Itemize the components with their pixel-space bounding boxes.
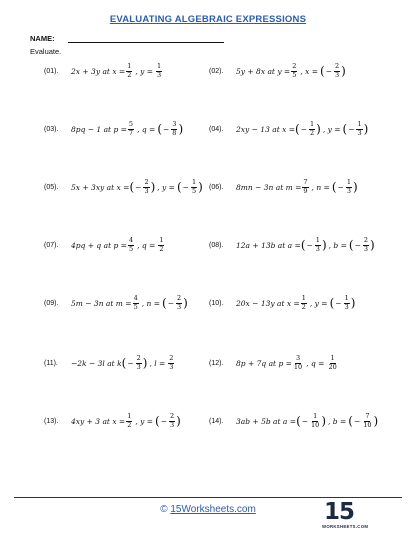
problem-item (209, 292, 355, 314)
denominator: 10 (311, 420, 320, 429)
minus-sign: − (301, 416, 309, 426)
numerator: 1 (127, 62, 132, 70)
minus-sign: − (354, 240, 361, 250)
fraction-value (295, 121, 321, 137)
fraction-value (127, 121, 135, 137)
problem-expression: 3ab + 5b at a = (236, 416, 297, 426)
variable-separator: , l = (149, 358, 166, 368)
fraction-value (132, 295, 140, 311)
problem-number: (08). (209, 241, 224, 249)
problem-item (209, 234, 375, 256)
numerator: 2 (335, 62, 340, 70)
close-paren: ) (150, 180, 156, 194)
problem-item (209, 176, 358, 198)
open-paren: ( (129, 180, 135, 194)
open-paren: ( (329, 296, 335, 310)
fraction (176, 295, 182, 311)
fraction (327, 355, 337, 371)
numerator: 2 (363, 236, 368, 244)
fraction (156, 63, 162, 79)
problem-expression: 20x − 13y at x = (236, 298, 300, 308)
footer-divider (14, 497, 402, 498)
problem-expression: 8mn − 3n at m = (236, 182, 302, 192)
fraction-value (155, 63, 163, 79)
fraction-value (129, 179, 155, 195)
minus-sign: − (163, 124, 170, 134)
numerator: 3 (172, 120, 177, 128)
open-paren: ( (121, 356, 127, 370)
variable-separator: , b = (328, 416, 347, 426)
fraction-value (348, 413, 378, 429)
site-link[interactable]: 15Worksheets.com (170, 504, 256, 515)
numerator: 1 (330, 354, 335, 362)
problem-expression: 12a + 13b at a = (236, 240, 301, 250)
numerator: 3 (295, 354, 301, 362)
denominator: 3 (136, 362, 141, 371)
problem-item (44, 118, 183, 140)
fraction-value (167, 355, 175, 371)
problem-expression: 5y + 8x at y = (236, 66, 291, 76)
problem-number: (14). (209, 417, 224, 425)
fraction-value (326, 355, 338, 371)
numerator: 2 (176, 294, 182, 302)
logo-number: 15 (323, 499, 354, 525)
minus-sign: − (306, 240, 313, 250)
numerator: 1 (357, 120, 362, 128)
problem-item (44, 60, 163, 82)
fraction-value (125, 413, 133, 429)
problem-number: (09). (44, 299, 59, 307)
minus-sign: − (325, 66, 333, 76)
close-paren: ) (176, 414, 181, 428)
fraction (126, 63, 132, 79)
numerator: 1 (159, 236, 164, 244)
fraction-value (162, 295, 188, 311)
open-paren: ( (296, 414, 301, 428)
numerator: 1 (127, 412, 132, 420)
denominator: 5 (133, 302, 138, 311)
close-paren: ) (142, 356, 148, 370)
denominator: 3 (157, 70, 162, 79)
denominator: 2 (159, 244, 164, 253)
fraction (334, 63, 340, 79)
open-paren: ( (348, 414, 353, 428)
fraction (126, 413, 132, 429)
fraction (301, 295, 307, 311)
denominator: 5 (191, 186, 197, 195)
denominator: 3 (169, 362, 174, 371)
open-paren: ( (162, 296, 167, 310)
copyright-symbol: © (160, 504, 168, 515)
fraction (128, 121, 134, 137)
denominator: 2 (127, 420, 132, 429)
fraction-value (292, 355, 304, 371)
fraction (191, 179, 197, 195)
problem-item (44, 292, 188, 314)
variable-separator: , q = (137, 124, 156, 134)
close-paren: ) (370, 238, 375, 252)
problem-number: (07). (44, 241, 59, 249)
denominator: 3 (176, 302, 182, 311)
fraction (136, 355, 142, 371)
instruction-text: Evaluate. (30, 47, 62, 56)
close-paren: ) (183, 296, 188, 310)
numerator: 1 (191, 178, 197, 186)
close-paren: ) (321, 238, 327, 252)
numerator: 1 (309, 120, 315, 128)
fraction-value (343, 121, 369, 137)
denominator: 3 (170, 420, 175, 429)
variable-separator: , y = (322, 124, 341, 134)
fraction (133, 295, 139, 311)
problem-item (209, 118, 368, 140)
fraction (310, 413, 320, 429)
fraction-value (290, 63, 298, 79)
denominator: 2 (301, 302, 306, 311)
open-paren: ( (342, 122, 348, 136)
fraction-value (301, 237, 327, 253)
fraction (158, 237, 164, 253)
variable-separator: , x = (300, 66, 319, 76)
minus-sign: − (300, 124, 307, 134)
fraction-value (157, 121, 183, 137)
problem-number: (02). (209, 67, 224, 75)
problem-item (44, 176, 203, 198)
fraction-value (349, 237, 375, 253)
denominator: 3 (315, 244, 320, 253)
numerator: 1 (346, 178, 351, 186)
fraction-value (301, 179, 309, 195)
numerator: 5 (128, 120, 134, 128)
close-paren: ) (178, 122, 184, 136)
variable-separator: , y = (135, 66, 154, 76)
denominator: 3 (357, 128, 362, 137)
close-paren: ) (321, 414, 327, 428)
fraction (169, 413, 175, 429)
fraction (363, 237, 369, 253)
fraction (346, 179, 352, 195)
open-paren: ( (320, 64, 325, 78)
problem-item (44, 234, 165, 256)
problem-number: (05). (44, 183, 59, 191)
minus-sign: − (335, 298, 342, 308)
fraction-value (320, 63, 346, 79)
problem-expression: 8pq − 1 at p = (71, 124, 127, 134)
fraction (315, 237, 321, 253)
minus-sign: − (353, 416, 361, 426)
fraction (344, 295, 350, 311)
problem-number: (06). (209, 183, 224, 191)
numerator: 2 (144, 178, 149, 186)
problem-number: (10). (209, 299, 224, 307)
problem-expression: 4pq + q at p = (71, 240, 127, 250)
minus-sign: − (182, 182, 189, 192)
problem-number: (04). (209, 125, 224, 133)
variable-separator: , q = (137, 240, 156, 250)
fraction-value (177, 179, 203, 195)
variable-separator: , y = (309, 298, 328, 308)
name-line (68, 42, 224, 43)
variable-separator: , y = (157, 182, 175, 192)
close-paren: ) (373, 414, 379, 428)
minus-sign: − (337, 182, 344, 192)
fraction-value (125, 63, 133, 79)
problem-number: (13). (44, 417, 59, 425)
problem-expression: 8p + 7q at p = (236, 358, 292, 368)
denominator: 5 (128, 244, 134, 253)
numerator: 2 (292, 62, 297, 70)
minus-sign: − (348, 124, 355, 134)
fraction (302, 179, 308, 195)
fraction (143, 179, 149, 195)
denominator: 2 (127, 70, 132, 79)
numerator: 2 (169, 354, 174, 362)
problem-item (209, 352, 339, 374)
variable-separator: , q = (306, 358, 325, 368)
problem-item (44, 352, 175, 374)
fraction-value (300, 295, 308, 311)
numerator: 2 (170, 412, 175, 420)
problem-expression: 2x + 3y at x = (71, 66, 126, 76)
close-paren: ) (341, 64, 346, 78)
problem-expression: 5m − 3n at m = (71, 298, 132, 308)
numerator: 7 (365, 412, 370, 420)
open-paren: ( (176, 180, 182, 194)
open-paren: ( (331, 180, 337, 194)
problem-number: (12). (209, 359, 224, 367)
variable-separator: , n = (311, 182, 330, 192)
fraction (128, 237, 134, 253)
denominator: 3 (363, 244, 368, 253)
minus-sign: − (167, 298, 174, 308)
close-paren: ) (350, 296, 356, 310)
problem-expression: 2xy − 13 at x = (236, 124, 295, 134)
worksheet-title: EVALUATING ALGEBRAIC EXPRESSIONS (109, 14, 307, 25)
denominator: 20 (328, 362, 337, 371)
open-paren: ( (300, 238, 306, 252)
variable-separator: , b = (328, 240, 347, 250)
numerator: 7 (303, 178, 308, 186)
denominator: 10 (293, 362, 303, 371)
fraction (293, 355, 303, 371)
variable-separator: , n = (141, 298, 160, 308)
fraction-value (330, 295, 356, 311)
numerator: 1 (315, 236, 320, 244)
numerator: 1 (301, 294, 306, 302)
fraction-value (127, 237, 135, 253)
numerator: 1 (157, 62, 162, 70)
fraction (356, 121, 362, 137)
problem-item (209, 60, 346, 82)
close-paren: ) (352, 180, 358, 194)
close-paren: ) (363, 122, 369, 136)
numerator: 1 (344, 294, 349, 302)
variable-separator: , y = (135, 416, 154, 426)
open-paren: ( (155, 414, 160, 428)
fraction-value (155, 413, 181, 429)
close-paren: ) (198, 180, 203, 194)
fraction-value (157, 237, 165, 253)
fraction (171, 121, 177, 137)
fraction (309, 121, 315, 137)
minus-sign: − (127, 358, 134, 368)
problem-expression: −2k − 3l at k (71, 358, 122, 368)
denominator: 3 (346, 186, 351, 195)
open-paren: ( (348, 238, 354, 252)
problem-item (44, 410, 181, 432)
problem-number: (11). (44, 359, 58, 367)
problem-item (209, 410, 378, 432)
problem-expression: 4xy + 3 at x = (71, 416, 126, 426)
denominator: 2 (309, 128, 315, 137)
numerator: 4 (128, 236, 134, 244)
numerator: 1 (313, 412, 318, 420)
denominator: 3 (335, 70, 340, 79)
fraction (362, 413, 372, 429)
denominator: 3 (344, 302, 349, 311)
problem-expression: 5x + 3xy at x = (71, 182, 130, 192)
minus-sign: − (160, 416, 168, 426)
denominator: 3 (144, 186, 149, 195)
brand-logo (322, 499, 369, 534)
problem-number: (03). (44, 125, 59, 133)
denominator: 7 (128, 128, 134, 137)
close-paren: ) (316, 122, 321, 136)
fraction-value (122, 355, 148, 371)
fraction (291, 63, 297, 79)
numerator: 4 (133, 294, 138, 302)
logo-text: WORKSHEETS.COM (322, 524, 369, 529)
open-paren: ( (157, 122, 162, 136)
fraction-value (332, 179, 358, 195)
denominator: 9 (303, 186, 308, 195)
name-label: NAME: (30, 34, 55, 43)
minus-sign: − (135, 182, 142, 192)
open-paren: ( (295, 122, 300, 136)
problem-number: (01). (44, 67, 59, 75)
denominator: 8 (172, 128, 177, 137)
numerator: 2 (136, 354, 141, 362)
fraction (168, 355, 174, 371)
denominator: 10 (363, 420, 372, 429)
fraction-value (296, 413, 326, 429)
denominator: 5 (292, 70, 297, 79)
